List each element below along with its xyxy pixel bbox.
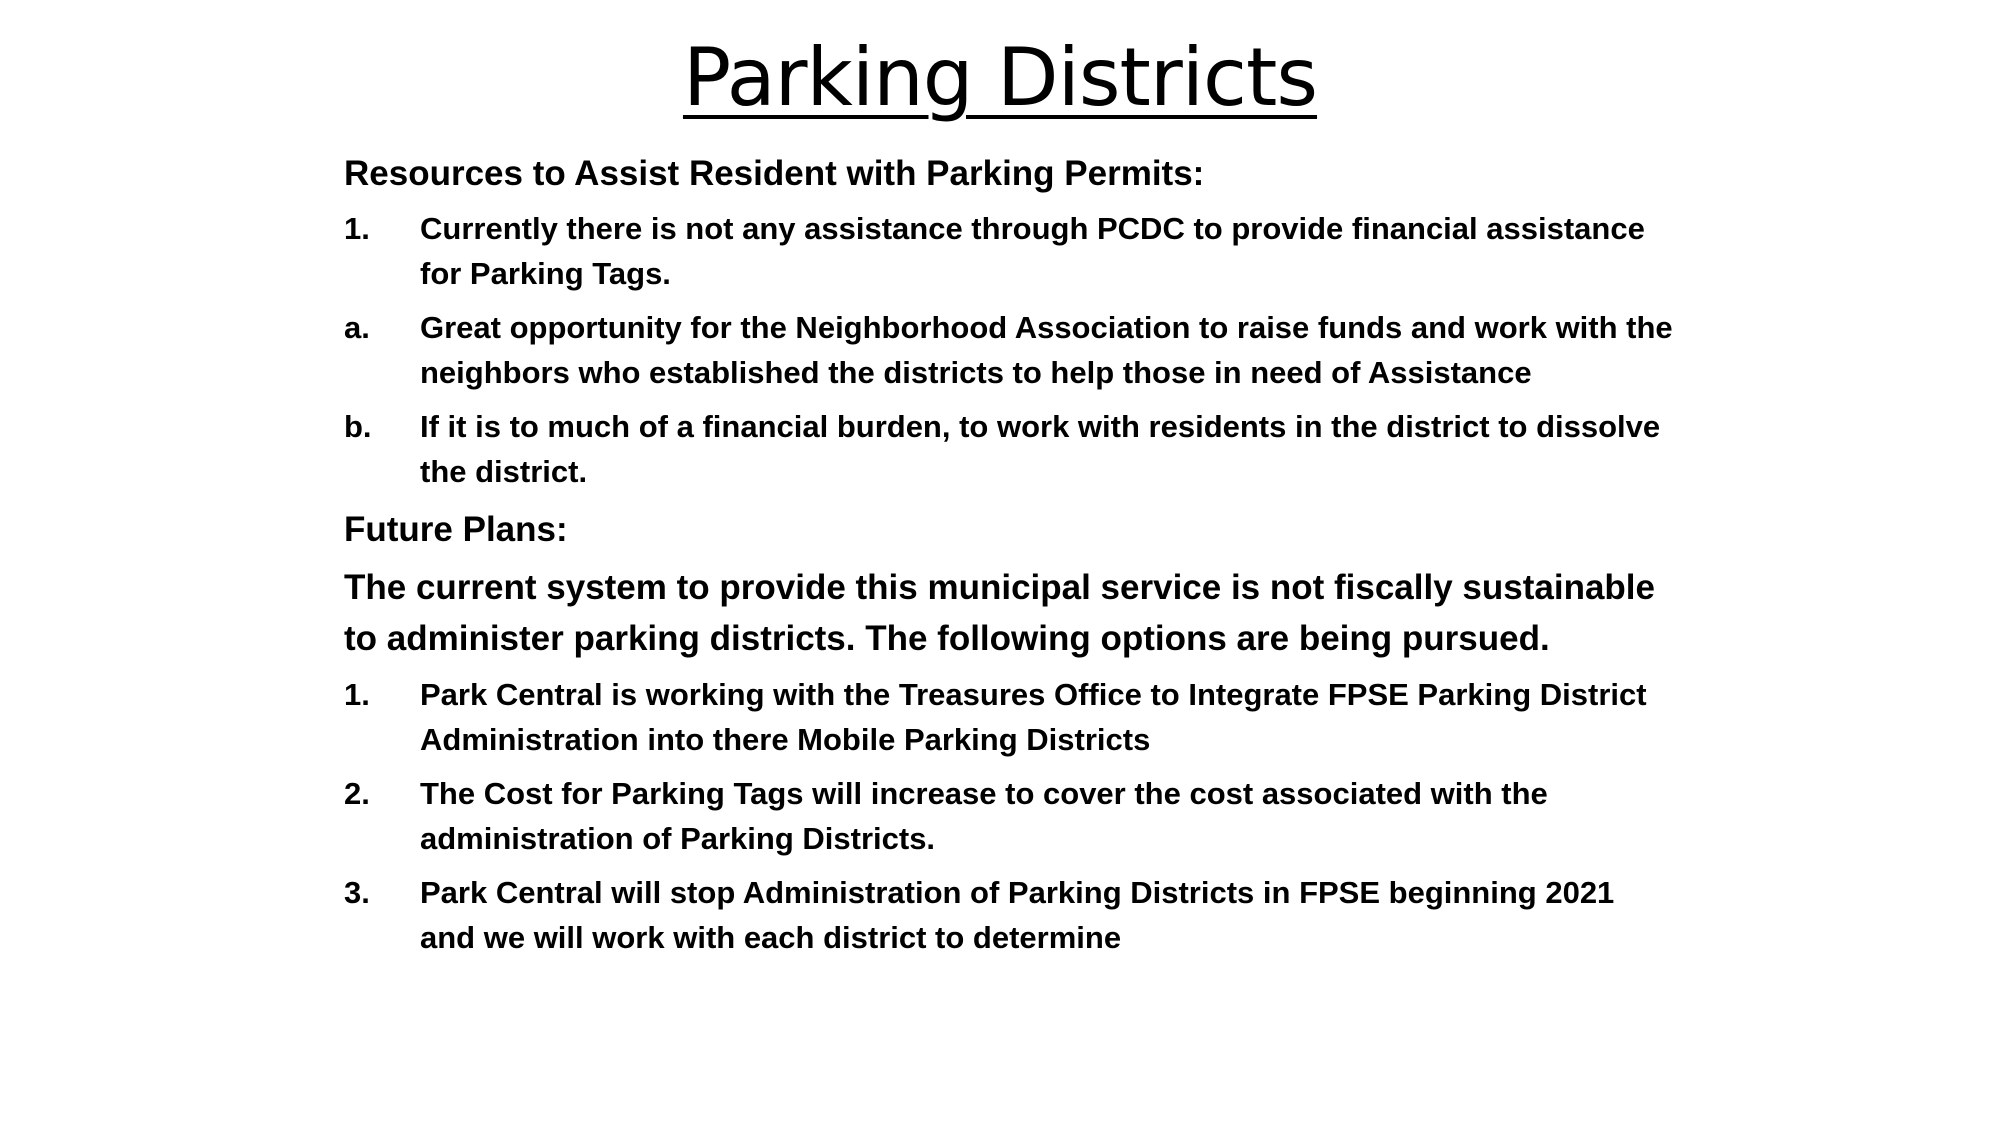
list-item	[344, 870, 1674, 960]
list-item	[344, 305, 1674, 395]
list-marker: a.	[344, 310, 370, 345]
list-marker: b.	[344, 409, 372, 444]
slide-content	[344, 150, 1674, 969]
list-item-text: Park Central is working with the Treasures Office to Integrate FPSE Parking District Administration into there Mobile Parking Districts	[420, 677, 1647, 757]
list-marker: 1.	[344, 211, 370, 246]
resources-list	[344, 206, 1674, 494]
list-marker: 2.	[344, 776, 370, 811]
slide-title	[0, 28, 2000, 128]
resources-heading: Resources to Assist Resident with Parking Permits:	[344, 154, 1205, 193]
resources-section	[344, 150, 1674, 494]
list-item-text: Currently there is not any assistance through PCDC to provide financial assistance for Parking Tags.	[420, 211, 1645, 291]
list-item	[344, 672, 1674, 762]
list-item	[344, 404, 1674, 494]
list-item-text: If it is to much of a financial burden, to work with residents in the district to dissolve the district.	[420, 409, 1661, 489]
future-plans-heading: Future Plans:	[344, 510, 568, 549]
list-item-text: Park Central will stop Administration of Parking Districts in FPSE beginning 2021 and we will work with each district to determine	[420, 875, 1615, 955]
list-item-text: Great opportunity for the Neighborhood Association to raise funds and work with the neighbors who established the districts to help those in need of Assistance	[420, 310, 1673, 390]
list-marker: 1.	[344, 677, 370, 712]
slide-title-text: Parking Districts	[682, 31, 1318, 124]
list-marker: 3.	[344, 875, 370, 910]
list-item	[344, 771, 1674, 861]
list-item-text: The Cost for Parking Tags will increase to cover the cost associated with the administration of Parking Districts.	[420, 776, 1548, 856]
future-plans-list	[344, 672, 1674, 960]
future-plans-section	[344, 506, 1674, 960]
list-item	[344, 206, 1674, 296]
future-plans-paragraph: The current system to provide this municipal service is not fiscally sustainable to administer parking districts. The following options are being pursued.	[344, 568, 1655, 658]
